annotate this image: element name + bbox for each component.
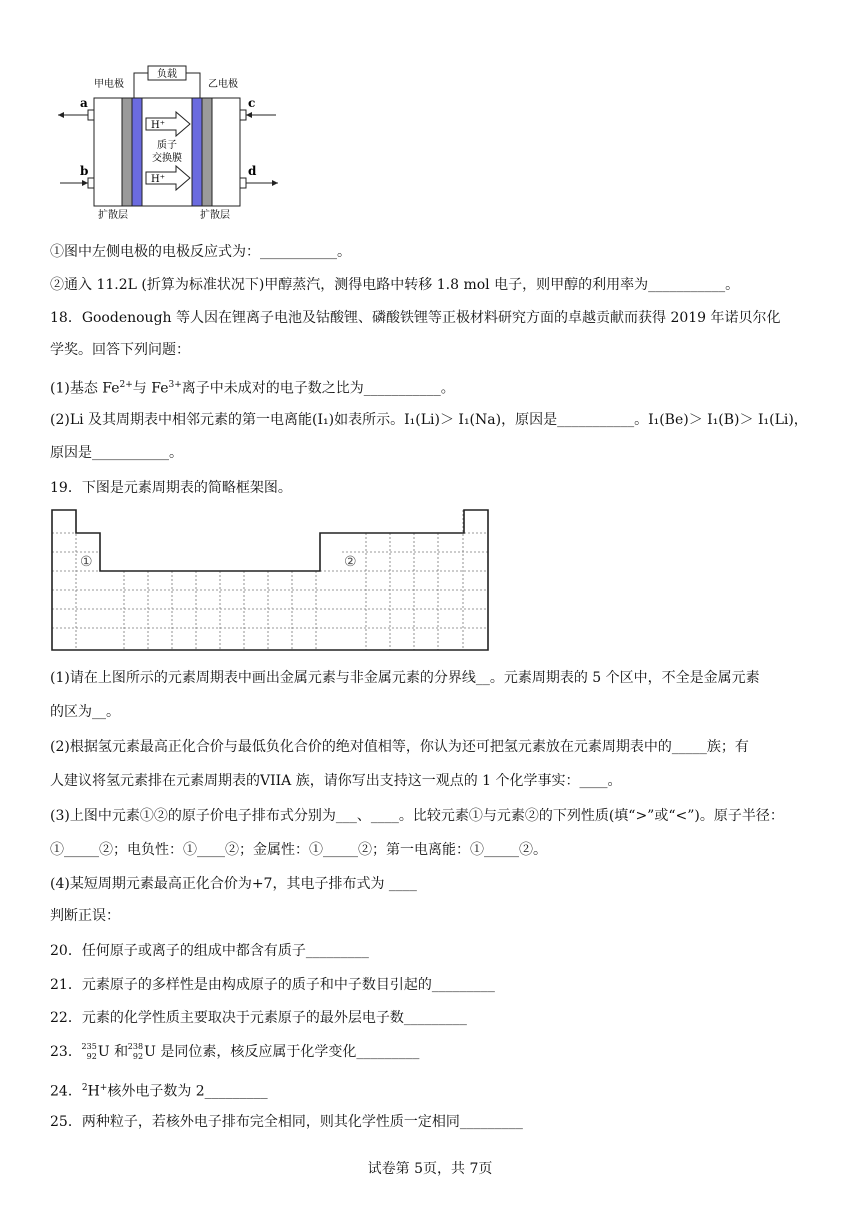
electrode-right	[192, 98, 202, 206]
q20: 20．任何原子或离子的组成中都含有质子_________	[50, 943, 369, 959]
judge-heading: 判断正误：	[50, 908, 120, 924]
q18-p1-sup1: 2+	[119, 380, 133, 390]
q18-p1-c: 离子中未成对的电子数之比为___________。	[181, 380, 455, 397]
wire-right	[186, 73, 200, 98]
q24-element: H	[87, 1083, 100, 1100]
q23	[50, 1042, 419, 1062]
right-chamber	[212, 98, 240, 206]
electrode-left	[132, 98, 142, 206]
port-d-label: d	[248, 164, 257, 178]
port-c-arrowhead	[246, 112, 252, 118]
q25: 25．两种粒子，若核外电子排布完全相同，则其化学性质一定相同_________	[50, 1114, 523, 1130]
q18-part2-line2: 原因是___________。	[50, 445, 183, 461]
port-a-label: a	[80, 96, 88, 110]
q17-sub1: ①图中左侧电极的电极反应式为：___________。	[50, 244, 351, 260]
q18-p1-sup2: 3+	[168, 380, 182, 390]
q18-p1-b: 与 Fe	[132, 380, 169, 397]
q24-number: 24．	[50, 1083, 82, 1100]
isotope-u235	[82, 1042, 98, 1062]
q19-part3-line2: ①_____②；电负性：①____②；金属性：①_____②；第一电离能：①_____②。	[50, 842, 547, 858]
page-footer: 试卷第 5页，共 7页	[367, 1161, 493, 1177]
fuel-cell-diagram	[50, 62, 290, 222]
left-chamber	[94, 98, 122, 206]
periodic-table-frame	[50, 508, 490, 653]
q23-number: 23．	[50, 1044, 82, 1060]
port-d-pipe	[240, 178, 246, 188]
q18-part1	[50, 375, 455, 399]
proton-exchange-membrane	[142, 98, 192, 206]
element-mark-2: ②	[344, 554, 357, 570]
q17-sub2: ②通入 11.2L (折算为标准状况下)甲醇蒸汽，测得电路中转移 1.8 mol 电子，则甲醇的利用率为___________。	[50, 277, 740, 293]
port-d-arrowhead	[272, 180, 278, 186]
membrane-label-1: 质子	[157, 140, 177, 151]
q21: 21．元素原子的多样性是由构成原子的质子和中子数目引起的_________	[50, 977, 495, 993]
port-c-pipe	[240, 110, 246, 120]
left-electrode-label: 甲电极	[94, 79, 124, 90]
port-b-arrowhead	[82, 180, 88, 186]
q24-rest: 核外电子数为 2_________	[107, 1083, 268, 1100]
table-outline	[52, 510, 488, 650]
diffusion-layer-right	[202, 98, 212, 206]
right-electrode-label: 乙电极	[208, 79, 238, 90]
q24-charge: +	[99, 1083, 108, 1093]
isotope-u238	[128, 1042, 144, 1062]
diffusion-right-label: 扩散层	[200, 210, 230, 221]
dashed-grid	[52, 510, 488, 650]
load-label: 负载	[157, 69, 177, 80]
q24	[50, 1078, 268, 1102]
u235-mass: 235	[81, 1042, 97, 1051]
port-a-pipe	[88, 110, 94, 120]
diffusion-layer-left	[122, 98, 132, 206]
proton-top-label: H⁺	[151, 120, 165, 131]
element-mark-1: ①	[80, 554, 93, 570]
q18-stem-line1: 18．Goodenough 等人因在锂离子电池及钴酸锂、磷酸铁锂等正极材料研究方面的卓越贡献而获得 2019 年诺贝尔化	[50, 310, 781, 326]
q18-stem-line2: 学奖。回答下列问题：	[50, 342, 190, 358]
q19-part3-line1: (3)上图中元素①②的原子价电子排布式分别为___、____。比较元素①与元素②的下列性质(填“>”或“<”)。原子半径：	[50, 808, 784, 824]
port-c-label: c	[248, 96, 256, 110]
q24-mass: 2	[81, 1083, 88, 1093]
wire-left	[134, 73, 148, 98]
diffusion-left-label: 扩散层	[98, 210, 128, 221]
q19-part4: (4)某短周期元素最高正化合价为+7，其电子排布式为 ____	[50, 876, 417, 892]
q22: 22．元素的化学性质主要取决于元素原子的最外层电子数_________	[50, 1010, 467, 1026]
q19-part2-line1: (2)根据氢元素最高正化合价与最低负化合价的绝对值相等，你认为还可把氢元素放在元素周期表中的_____族；有	[50, 739, 749, 755]
u238-mass: 238	[127, 1042, 144, 1051]
u238-atomic-number: 92	[132, 1052, 144, 1061]
port-b-pipe	[88, 178, 94, 188]
u235-atomic-number: 92	[86, 1052, 97, 1061]
port-a-arrowhead	[58, 112, 64, 118]
port-b-label: b	[80, 164, 89, 178]
q19-part1-line2: 的区为__。	[50, 704, 120, 720]
q19-part2-line2: 人建议将氢元素排在元素周期表的VIIA 族，请你写出支持这一观点的 1 个化学事实：____。	[50, 773, 622, 789]
membrane-label-2: 交换膜	[152, 153, 182, 164]
q18-p1-a: (1)基态 Fe	[50, 380, 120, 397]
q18-part2-line1: (2)Li 及其周期表中相邻元素的第一电离能(I₁)如表所示。I₁(Li)＞ I₁(Na)，原因是___________。I₁(Be)＞ I₁(B)＞ I₁(Li)，	[50, 412, 808, 428]
q23-el1: U 和	[97, 1044, 129, 1060]
proton-bottom-label: H⁺	[151, 174, 165, 185]
q23-rest: U 是同位素，核反应属于化学变化_________	[144, 1044, 420, 1060]
q19-part1-line1: (1)请在上图所示的元素周期表中画出金属元素与非金属元素的分界线__。元素周期表的 5 个区中，不全是金属元素	[50, 670, 760, 686]
q19-stem: 19．下图是元素周期表的简略框架图。	[50, 480, 292, 496]
